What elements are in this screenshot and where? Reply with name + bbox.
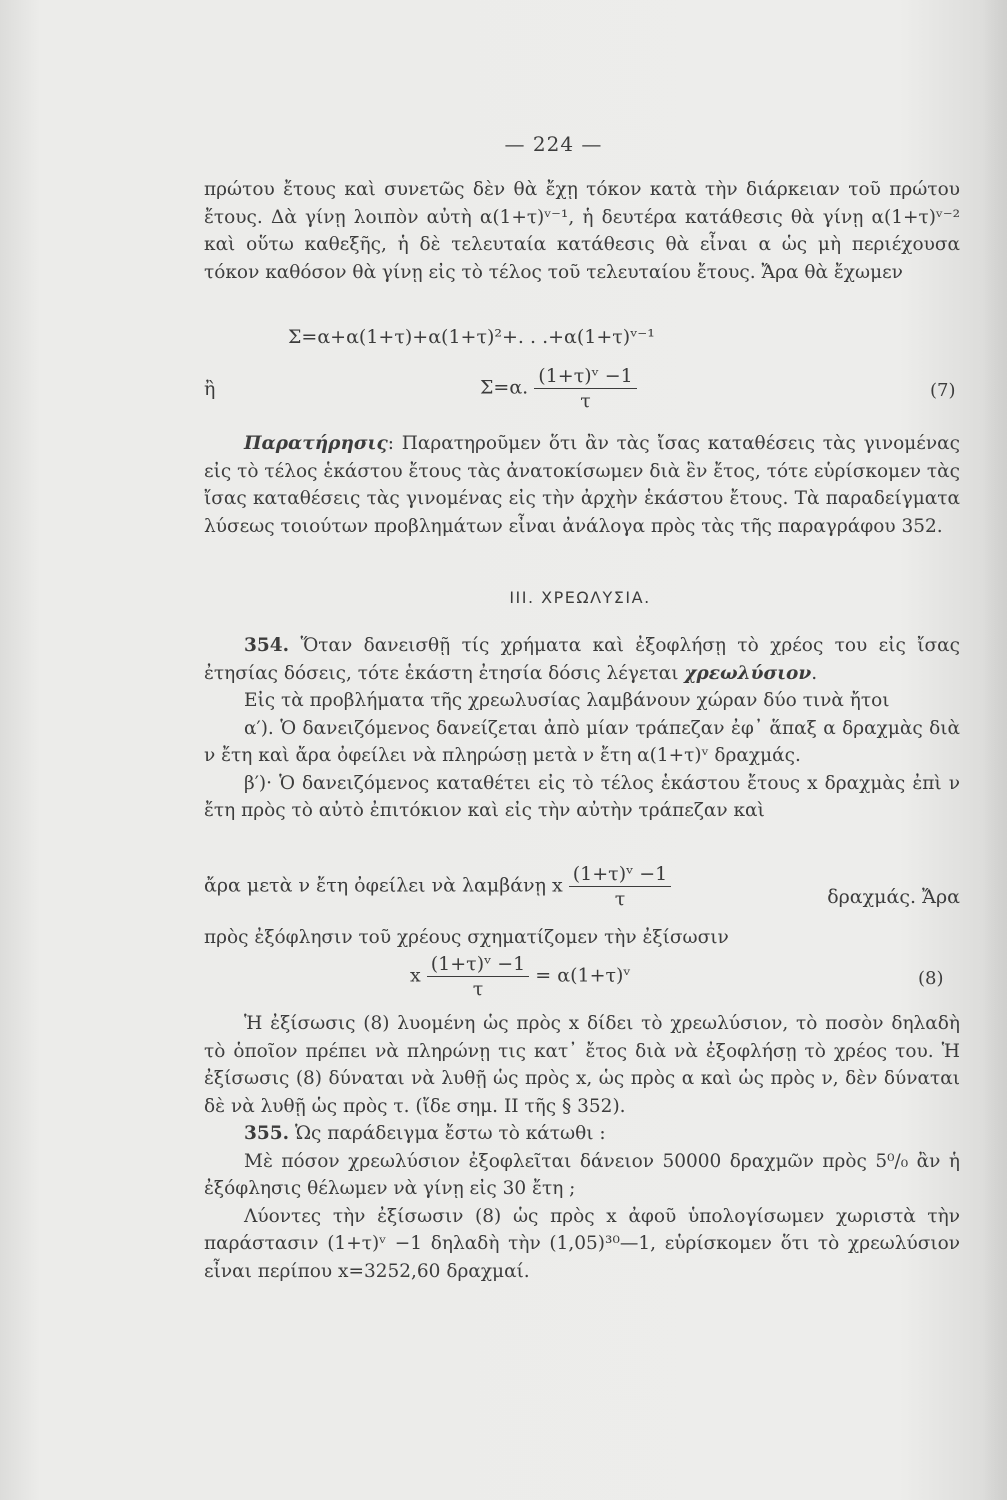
equation-8 bbox=[410, 952, 631, 1001]
remark-label: Παρατήρησις bbox=[244, 433, 388, 454]
eq8-rhs: = α(1+τ)ᵛ bbox=[535, 964, 631, 987]
eq7-fraction bbox=[534, 364, 636, 413]
case-b-denominator: τ bbox=[614, 888, 626, 910]
eq7-number: (7) bbox=[930, 380, 956, 401]
section-355-text: Ὡς παράδειγμα ἔστω τὸ κάτωθι : bbox=[289, 1123, 606, 1144]
equation-intro bbox=[204, 924, 960, 952]
equation-intro-text: πρὸς ἐξόφλησιν τοῦ χρέους σχηματίζομεν τὴν ἐξίσωσιν bbox=[204, 927, 729, 948]
case-b-paragraph: β′)· Ὁ δανειζόμενος καταθέτει εἰς τὸ τέλος ἑκάστου ἔτους x δραχμὰς ἐπὶ ν ἔτη πρὸς τὸ αὐτὸ ἐπιτόκιον καὶ εἰς τὴν αὐτὴν τράπεζαν καὶ bbox=[204, 772, 960, 821]
remark-colon: : bbox=[387, 433, 394, 454]
paragraph-text: πρώτου ἔτους καὶ συνετῶς δὲν θὰ ἔχῃ τόκον κατὰ τὴν διάρκειαν τοῦ πρώτου ἔτους. Δὰ γίνῃ λοιπὸν αὐτὴ α(1+τ)ᵛ⁻¹, ἡ δευτέρα κατάθεσις θὰ γίνῃ α(1+τ)ᵛ⁻² καὶ οὕτω καθεξῆς, ἡ δὲ τελευταία κατάθεσις θὰ εἶναι α ὡς μὴ περιέχουσα τόκον καθόσον θὰ γίνῃ εἰς τὸ τέλος τοῦ τελευταίου ἔτους. Ἄρα θὰ ἔχωμεν bbox=[204, 179, 960, 283]
section-heading: III. ΧΡΕΩΛΥΣΙΑ. bbox=[509, 588, 651, 607]
remark-text: Παρατηροῦμεν ὅτι ἂν τὰς ἴσας καταθέσεις τὰς γινομένας εἰς τὸ τέλος ἑκάστου ἔτους τὰς ἀνατοκίσωμεν διὰ ἓν ἔτος, τότε εὑρίσκομεν τὰς ἴσας καταθέσεις τὰς γινομένας εἰς τὴν ἀρχὴν ἑκάστου ἔτους. Τὰ παραδείγματα λύσεως τοιούτων προβλημάτων εἶναι ἀνάλογα πρὸς τὰς τῆς παραγράφου 352. bbox=[204, 433, 960, 537]
case-b-before: ἄρα μετὰ ν ἔτη ὀφείλει νὰ λαμβάνῃ x bbox=[204, 874, 563, 897]
remark-paragraph bbox=[204, 430, 960, 540]
sum-formula: Σ=α+α(1+τ)+α(1+τ)²+. . .+α(1+τ)ᵛ⁻¹ bbox=[288, 326, 655, 348]
section-354 bbox=[204, 632, 960, 825]
page-edge-shadow bbox=[983, 0, 1007, 1500]
eq8-numerator: (1+τ)ᵛ −1 bbox=[427, 952, 529, 977]
case-b-fraction bbox=[569, 862, 671, 911]
section-355-number: 355. bbox=[244, 1123, 290, 1144]
solution-paragraph: Λύοντες τὴν ἐξίσωσιν (8) ὡς πρὸς x ἀφοῦ ὑπολογίσωμεν χωριστὰ τὴν παράστασιν (1+τ)ᵛ −1 δηλαδὴ τὴν (1,05)³⁰—1, εὑρίσκομεν ὅτι τὸ χρεωλύσιον εἶναι περίπου x=3252,60 δραχμαί. bbox=[204, 1205, 960, 1282]
case-a-paragraph: α′). Ὁ δανειζόμενος δανείζεται ἀπὸ μίαν τράπεζαν ἐφ᾽ ἅπαξ α δραχμὰς διὰ ν ἔτη καὶ ἄρα ὀφείλει νὰ πληρώσῃ μετὰ ν ἔτη α(1+τ)ᵛ δραχμάς. bbox=[204, 717, 960, 766]
eq8-denominator: τ bbox=[472, 978, 484, 1000]
eq8-paragraph: Ἡ ἐξίσωσις (8) λυομένη ὡς πρὸς x δίδει τὸ χρεωλύσιον, τὸ ποσὸν δηλαδὴ τὸ ὁποῖον πρέπει νὰ πληρώνῃ τις κατ᾽ ἔτος διὰ νὰ ἐξοφλήσῃ τὸ χρέος του. Ἡ ἐξίσωσις (8) δύναται νὰ λυθῇ ὡς πρὸς x, ὡς πρὸς α καὶ ὡς πρὸς ν, δὲν δύναται δὲ νὰ λυθῇ ὡς πρὸς τ. (ἴδε σημ. II τῆς § 352). bbox=[204, 1013, 960, 1117]
case-b-formula-line bbox=[204, 862, 960, 911]
eq8-fraction bbox=[427, 952, 529, 1001]
section-354-end: . bbox=[811, 662, 818, 684]
eq8-number: (8) bbox=[918, 968, 944, 989]
case-b-after: δραχμάς. Ἄρα bbox=[827, 886, 960, 908]
example-paragraph: Μὲ πόσον χρεωλύσιον ἐξοφλεῖται δάνειον 50000 δραχμῶν πρὸς 5⁰/₀ ἂν ἡ ἐξόφλησις θέλωμεν νὰ γίνῃ εἰς 30 ἔτη ; bbox=[204, 1150, 960, 1199]
page-number: — 224 — bbox=[504, 132, 603, 156]
section-354-number: 354. bbox=[244, 635, 290, 656]
lower-text bbox=[204, 1010, 960, 1285]
eq7-numerator: (1+τ)ᵛ −1 bbox=[534, 364, 636, 389]
eq7-denominator: τ bbox=[580, 390, 591, 412]
cases-paragraph: Εἰς τὰ προβλήματα τῆς χρεωλυσίας λαμβάνουν χώραν δύο τινὰ ἤτοι bbox=[244, 690, 890, 711]
eq7-prefix: ἢ bbox=[204, 378, 216, 400]
case-b-numerator: (1+τ)ᵛ −1 bbox=[569, 862, 671, 887]
eq8-x: x bbox=[410, 964, 421, 987]
equation-7 bbox=[480, 364, 637, 413]
eq7-lhs: Σ=α. bbox=[480, 376, 529, 399]
section-354-term: χρεωλύσιον bbox=[684, 662, 812, 684]
section-354-text: Ὅταν δανεισθῇ τίς χρήματα καὶ ἐξοφλήσῃ τὸ χρέος του εἰς ἴσας ἐτησίας δόσεις, τότε ἑκάστη ἐτησία δόσις λέγεται bbox=[204, 635, 960, 684]
top-paragraph bbox=[204, 176, 960, 286]
